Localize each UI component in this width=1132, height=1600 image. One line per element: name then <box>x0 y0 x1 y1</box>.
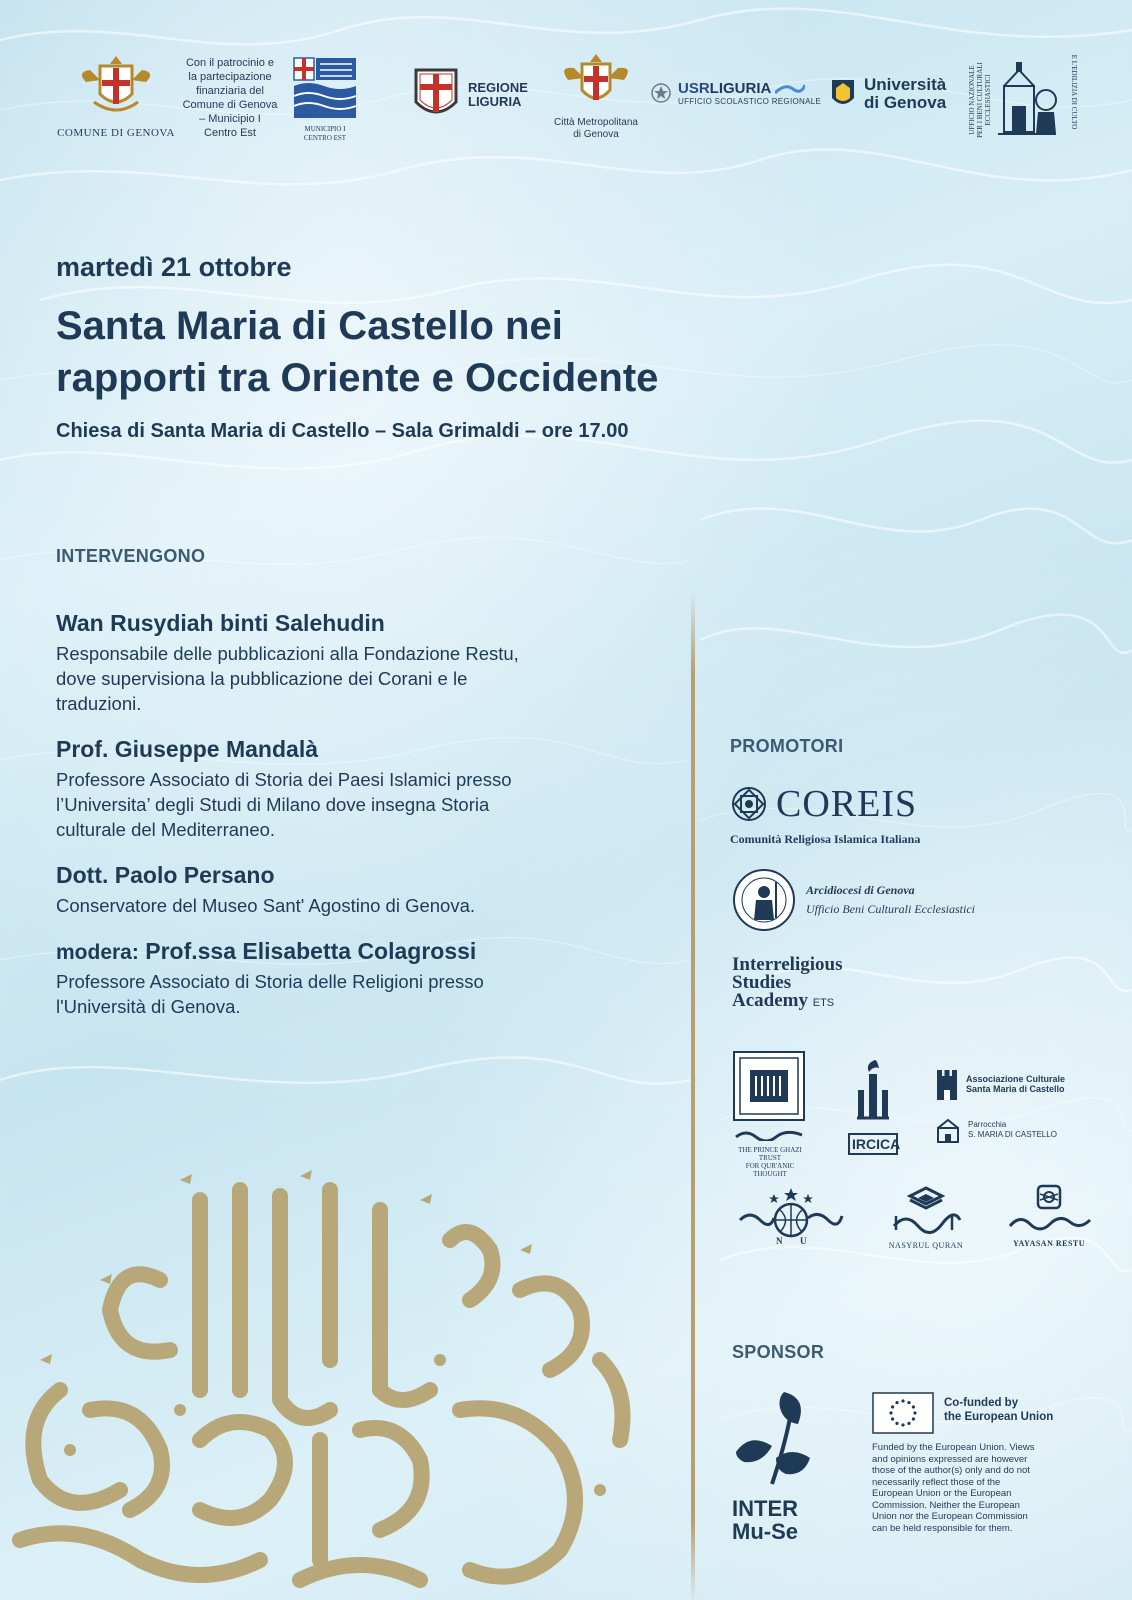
speaker-role-line: culturale del Mediterraneo. <box>56 819 276 840</box>
parrocchia-line: S. MARIA DI CASTELLO <box>968 1130 1057 1139</box>
yayasan-restu-emblem-icon <box>1006 1184 1092 1234</box>
parrocchia-church-icon <box>934 1116 962 1144</box>
intermuse-leaf-icon <box>732 1388 822 1488</box>
speakers-section-label: INTERVENGONO <box>56 546 206 566</box>
ufficio-line: PER I BENI CULTURALI ECCLESIASTICI <box>976 62 992 138</box>
parrocchia-line: Parrocchia <box>968 1120 1007 1129</box>
nasyrul-quran-logo <box>886 1186 966 1250</box>
municipio-line: MUNICIPIO I <box>304 125 346 133</box>
intermuse-line: INTER <box>732 1496 798 1521</box>
assoc-line: Associazione Culturale <box>966 1074 1066 1084</box>
event-title-line: Santa Maria di Castello nei <box>56 304 563 348</box>
event-title-line: rapporti tra Oriente e Occidente <box>56 356 659 400</box>
event-venue: Chiesa di Santa Maria di Castello – Sala Grimaldi – ore 17.00 <box>56 420 629 442</box>
regione-liguria-shield-icon <box>412 66 460 124</box>
unige-shield-icon <box>830 78 856 110</box>
regione-line: REGIONE <box>468 80 528 95</box>
coreis-subtitle: Comunità Religiosa Islamica Italiana <box>730 832 921 846</box>
comune-label: COMUNE DI GENOVA <box>57 127 175 139</box>
patrocinio-line: la partecipazione <box>188 71 272 83</box>
citta-metropolitana-logo <box>548 52 644 141</box>
coreis-knot-icon <box>730 785 768 823</box>
arcidiocesi-title: Arcidiocesi di Genova <box>806 883 915 897</box>
moderator-heading <box>56 938 676 965</box>
citta-label <box>548 117 644 141</box>
comune-genova-logo <box>56 52 176 142</box>
ircica-logo <box>848 1056 901 1155</box>
speaker-name: Dott. Paolo Persano <box>56 862 275 888</box>
speaker-entry <box>56 610 676 716</box>
coreis-name: COREIS <box>776 783 918 825</box>
eu-disclaimer-line: Commission. Neither the European <box>872 1499 1020 1511</box>
universita-genova-logo <box>830 76 946 112</box>
speaker-role-line: dove supervisiona la pubblicazione dei Corani e le <box>56 668 468 689</box>
patrocinio-line: finanziaria del <box>196 85 264 97</box>
ircica-emblem-icon <box>851 1056 895 1128</box>
parrocchia-logo <box>934 1116 1057 1144</box>
eu-disclaimer-line: Funded by the European Union. Views <box>872 1442 1035 1453</box>
associazione-culturale-logo <box>934 1068 1065 1100</box>
patrocinio-line: – Municipio I <box>199 113 261 125</box>
nu-globe-emblem-icon <box>736 1186 846 1250</box>
arcidiocesi-seal-icon <box>732 868 796 932</box>
citta-line: Città Metropolitana <box>554 117 638 128</box>
isa-academy: Academy <box>732 990 808 1011</box>
speaker-role-line: Professore Associato di Storia dei Paesi Islamici presso <box>56 769 512 790</box>
municipio-crest-icon <box>292 56 358 120</box>
isa-ets: ETS <box>812 997 835 1009</box>
prince-ghazi-caption <box>732 1146 808 1178</box>
parrocchia-label <box>968 1120 1057 1140</box>
nu-letter-n: N <box>776 1236 783 1246</box>
speaker-entry <box>56 736 676 842</box>
ufficio-left-text <box>968 56 992 144</box>
gold-divider <box>691 592 695 1600</box>
prince-ghazi-emblem-icon <box>732 1050 806 1122</box>
eu-cofunded-title <box>944 1396 1053 1424</box>
usr-main-a: USR <box>678 80 710 97</box>
usr-main-b: LIGURIA <box>709 80 771 97</box>
prince-ghazi-arabic-icon <box>732 1127 806 1141</box>
moderator-entry <box>56 938 676 1019</box>
intermuse-line: Mu-Se <box>732 1519 798 1544</box>
speaker-role-line: Responsabile delle pubblicazioni alla Fondazione Restu, <box>56 643 519 664</box>
ghazi-line: FOR QUR'ANIC THOUGHT <box>745 1162 795 1178</box>
patrocinio-line: Con il patrocinio e <box>185 57 275 69</box>
unige-label <box>864 76 946 112</box>
isa-line-academy <box>732 992 842 1012</box>
moderator-prefix: modera: <box>56 941 139 964</box>
nahdlatul-ulama-logo <box>736 1186 846 1250</box>
yayasan-restu-logo <box>1006 1184 1092 1248</box>
unige-line: Università <box>864 75 947 94</box>
speaker-role-line: Conservatore del Museo Sant' Agostino di Genova. <box>56 895 476 916</box>
ufficio-right-text: E L'EDILIZIA DI CULTO <box>1070 54 1078 130</box>
isa-line: Studies <box>732 972 792 993</box>
speaker-name: Prof. Giuseppe Mandalà <box>56 736 318 762</box>
citta-metropolitana-crest-icon <box>548 52 644 112</box>
eu-disclaimer-line: European Union or the European <box>872 1488 1012 1499</box>
patrocinio-text <box>170 56 290 140</box>
regione-line: LIGURIA <box>468 94 522 109</box>
event-title <box>56 300 658 404</box>
usr-liguria-logo <box>650 80 821 106</box>
promoters-section-label: PROMOTORI <box>730 736 844 756</box>
municipio-label <box>292 125 358 143</box>
ufficio-nazionale-logo <box>968 52 1080 140</box>
speaker-role-line: traduzioni. <box>56 693 142 714</box>
ircica-label: IRCICA <box>848 1133 898 1155</box>
eu-disclaimer-line: and opinions expressed are however <box>872 1453 1028 1465</box>
arabic-calligraphy-ornament <box>0 1160 640 1600</box>
yayasan-restu-label: YAYASAN RESTU <box>1012 1239 1086 1248</box>
regione-liguria-logo <box>412 66 528 124</box>
associazione-label <box>966 1074 1065 1094</box>
eu-disclaimer-line: can be held responsible for them. <box>872 1522 1013 1534</box>
eu-title-line: the European Union <box>944 1411 1054 1423</box>
eu-cofunded-block <box>872 1392 1092 1534</box>
eu-disclaimer <box>872 1442 1092 1534</box>
assoc-line: Santa Maria di Castello <box>966 1084 1065 1094</box>
eu-title-line: Co-funded by <box>944 1397 1019 1409</box>
usr-title <box>678 80 821 97</box>
italian-emblem-icon <box>650 81 672 105</box>
eu-disclaimer-line: necessarily reflect those of the <box>872 1476 1001 1488</box>
nasyrul-quran-label: NASYRUL QURAN <box>888 1241 964 1250</box>
castle-tower-icon <box>934 1068 960 1100</box>
usr-subtitle: UFFICIO SCOLASTICO REGIONALE <box>678 97 822 106</box>
interreligious-studies-academy-logo <box>732 956 842 1012</box>
unige-line: di Genova <box>864 93 947 112</box>
moderator-role-line: Professore Associato di Storia delle Religioni presso <box>56 971 484 992</box>
speaker-list <box>56 610 676 1019</box>
speaker-entry <box>56 862 676 918</box>
event-date: martedì 21 ottobre <box>56 252 292 282</box>
patrocinio-line: Centro Est <box>204 127 256 139</box>
intermuse-label <box>732 1497 842 1543</box>
nu-letter-u: U <box>800 1236 807 1246</box>
nasyrul-quran-emblem-icon <box>886 1186 966 1236</box>
prince-ghazi-trust-logo <box>732 1050 808 1178</box>
eu-flag-icon <box>872 1392 934 1434</box>
eu-disclaimer-line: Union nor the European Commission <box>872 1511 1028 1522</box>
municipio-line: CENTRO EST <box>303 134 347 142</box>
citta-line: di Genova <box>573 129 619 140</box>
sponsor-section-label: SPONSOR <box>732 1342 825 1362</box>
intermuse-logo <box>732 1388 842 1543</box>
regione-label <box>468 81 528 109</box>
isa-line: Interreligious <box>732 954 843 975</box>
comune-genova-crest-icon <box>56 52 176 118</box>
municipio-logo <box>292 56 362 143</box>
speaker-name: Wan Rusydiah binti Salehudin <box>56 610 385 636</box>
arcidiocesi-logo <box>732 868 975 932</box>
ufficio-line: UFFICIO NAZIONALE <box>968 65 976 135</box>
arcidiocesi-subtitle: Ufficio Beni Culturali Ecclesiastici <box>806 902 975 916</box>
speaker-role-line: l’Universita’ degli Studi di Milano dove insegna Storia <box>56 794 490 815</box>
church-engraving-icon <box>994 56 1060 138</box>
patrocinio-line: Comune di Genova <box>182 99 278 111</box>
moderator-role-line: l'Università di Genova. <box>56 996 241 1017</box>
coreis-logo <box>730 782 920 847</box>
moderator-name: Prof.ssa Elisabetta Colagrossi <box>145 938 477 964</box>
liguria-shape-icon <box>775 83 805 95</box>
eu-disclaimer-line: those of the author(s) only and do not <box>872 1465 1030 1476</box>
ghazi-line: THE PRINCE GHAZI TRUST <box>738 1146 802 1162</box>
